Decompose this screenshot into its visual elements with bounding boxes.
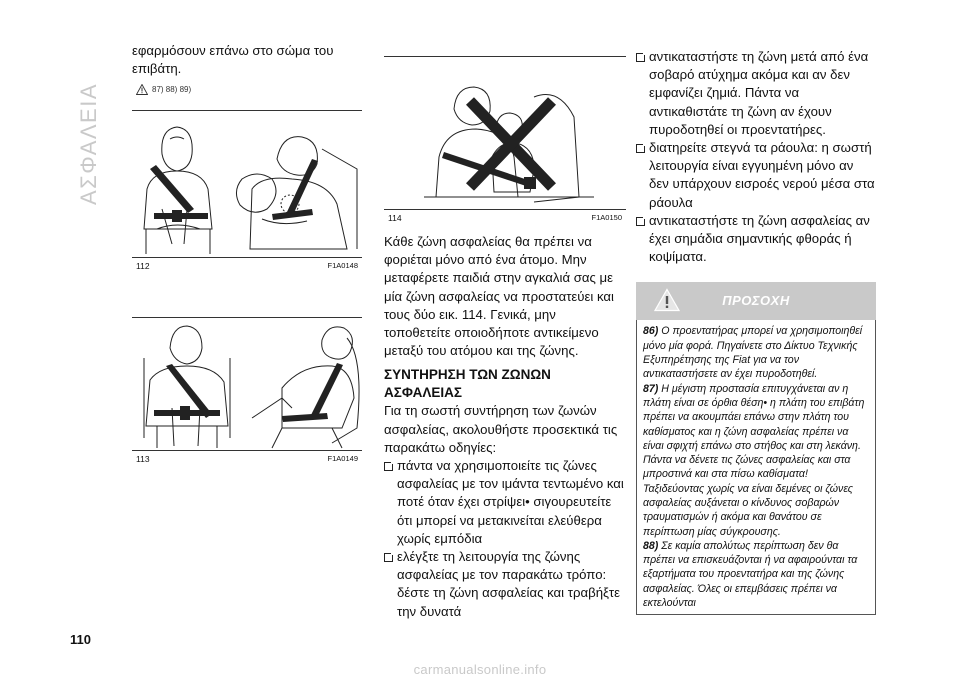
list-item-text: πάντα να χρησιμοποιείτε τις ζώνες ασφαλείας με τον ιμάντα τεντωμένο και ποτέ όταν έχει στρίψει• σιγουρευτείτε ότι μπορεί να μετακινείται ελεύθερα χωρίς εμπόδια [397, 458, 624, 546]
caution-item-number: 86) [643, 325, 659, 338]
caution-item [643, 539, 869, 610]
figure-113-number: 113 [136, 454, 150, 465]
caution-title: ΠΡΟΣΟΧΗ [722, 293, 790, 309]
list-item [636, 139, 876, 212]
figure-112 [132, 109, 362, 258]
section-title-text: ΑΣΦΑΛΕΙΑ [76, 82, 101, 205]
bullet-box-icon [384, 553, 393, 562]
caution-item [643, 324, 869, 381]
caution-item-text: Ο προεντατήρας μπορεί να χρησιμοποιηθεί μόνο μία φορά. Πηγαίνετε στο Δίκτυο Τεχνικής Εξυπηρέτησης της Fiat για να τον αντικαταστήσετε αν έχει πυροδοτηθεί. [643, 325, 863, 381]
list-item [636, 48, 876, 139]
prohibited-cross-icon [470, 101, 552, 187]
figure-114-code: F1A0150 [591, 213, 622, 222]
list-item [384, 457, 626, 548]
list-item-text: διατηρείτε στεγνά τα ράουλα: η σωστή λειτουργία είναι εγγυημένη μόνο αν δεν υπάρχουν εισροές νερού μέσα στα ράουλα [649, 140, 875, 210]
bullet-box-icon [636, 53, 645, 62]
figure-112-caption [132, 258, 362, 271]
figure-112-number: 112 [136, 261, 150, 272]
paragraph-one-person: Κάθε ζώνη ασφαλείας θα πρέπει να φοριέται μόνο από ένα άτομο. Μην μεταφέρετε παιδιά στην αγκαλιά σας με μία ζώνη ασφαλείας να προστατεύει και τους δύο εικ. 114. Γενικά, μην τοποθετείτε οποιοδήποτε αντικείμενο μεταξύ του ατόμου και της ζώνης. [384, 234, 614, 359]
maintenance-heading: ΣΥΝΤΗΡΗΣΗ ΤΩΝ ΖΩΝΩΝ ΑΣΦΑΛΕΙΑΣ [384, 367, 551, 401]
section-title [68, 40, 108, 210]
caution-header [636, 282, 876, 320]
list-item-text: ελέγξτε τη λειτουργία της ζώνης ασφαλείας με τον παρακάτω τρόπο: δέστε τη ζώνη ασφαλείας και τραβήξτε την δυνατά [397, 549, 621, 619]
seatbelt-illustration-113 [132, 318, 362, 450]
warning-triangle-icon [136, 84, 148, 95]
maintenance-intro: Για τη σωστή συντήρηση των ζωνών ασφαλείας, ακολουθήστε προσεκτικά τις παρακάτω οδηγίες: [384, 403, 618, 455]
column-3 [636, 48, 876, 615]
caution-item [643, 382, 869, 539]
seatbelt-illustration-112 [132, 109, 362, 257]
list-item-text: αντικαταστήστε τη ζώνη μετά από ένα σοβαρό ατύχημα ακόμα και αν δεν εμφανίζει ζημιά. Πάντα να αντικαθιστάτε τη ζώνη αν έχουν πυροδοτηθεί οι προεντατήρες. [649, 49, 869, 137]
bullet-box-icon [636, 217, 645, 226]
warning-references [136, 84, 362, 95]
figure-112-code: F1A0148 [327, 261, 358, 271]
intro-text: εφαρμόσουν επάνω στο σώμα του επιβάτη. [132, 43, 334, 77]
bullet-box-icon [636, 144, 645, 153]
list-item-text: αντικαταστήστε τη ζώνη ασφαλείας αν έχει σημάδια σημαντικής φθοράς ή κοψίματα. [649, 212, 870, 265]
seatbelt-illustration-114 [384, 57, 626, 209]
figure-113-code: F1A0149 [327, 454, 358, 464]
caution-item-number: 88) [643, 539, 659, 552]
list-item [384, 548, 626, 621]
figure-114-number: 114 [388, 213, 402, 223]
caution-item-text: Η μέγιστη προστασία επιτυγχάνεται αν η πλάτη είναι σε όρθια θέση• η πλάτη του επιβάτη πρέπει να ακουμπάει επάνω στην πλάτη του καθίσματος και η ζώνη ασφαλείας πρέπει να είναι σφιχτή επάνω στο στήθος και στη λεκάνη. Πάντα να δένετε τις ζώνες ασφαλείας και στα μπροστινά και στα πίσω καθίσματα! Ταξιδεύοντας χωρίς να είναι δεμένες οι ζώνες ασφαλείας αυξάνεται ο κίνδυνος σοβαρών τραυματισμών ή ακόμα και θανάτου σε περίπτωση μίας σύγκρουσης. [643, 382, 865, 538]
bullet-box-icon [384, 462, 393, 471]
footer-watermark: carmanualsonline.info [413, 662, 547, 677]
figure-113-caption [132, 451, 362, 464]
figure-114 [384, 56, 626, 210]
warning-ref-numbers: 87) 88) 89) [152, 85, 192, 95]
list-item [636, 212, 876, 267]
caution-box [636, 320, 876, 615]
caution-item-text: Σε καμία απολύτως περίπτωση δεν θα πρέπει να επισκευάζονται ή να αφαιρούνται τα εξαρτήματα του προεντατήρα και της ζώνης ασφαλείας. Όλες οι επεμβάσεις πρέπει να εκτελούνται [643, 539, 858, 610]
figure-114-caption [384, 210, 626, 223]
figure-113 [132, 317, 362, 451]
page-number: 110 [70, 632, 91, 647]
column-2 [384, 56, 626, 621]
caution-item-number: 87) [643, 382, 659, 395]
column-1 [132, 42, 362, 464]
